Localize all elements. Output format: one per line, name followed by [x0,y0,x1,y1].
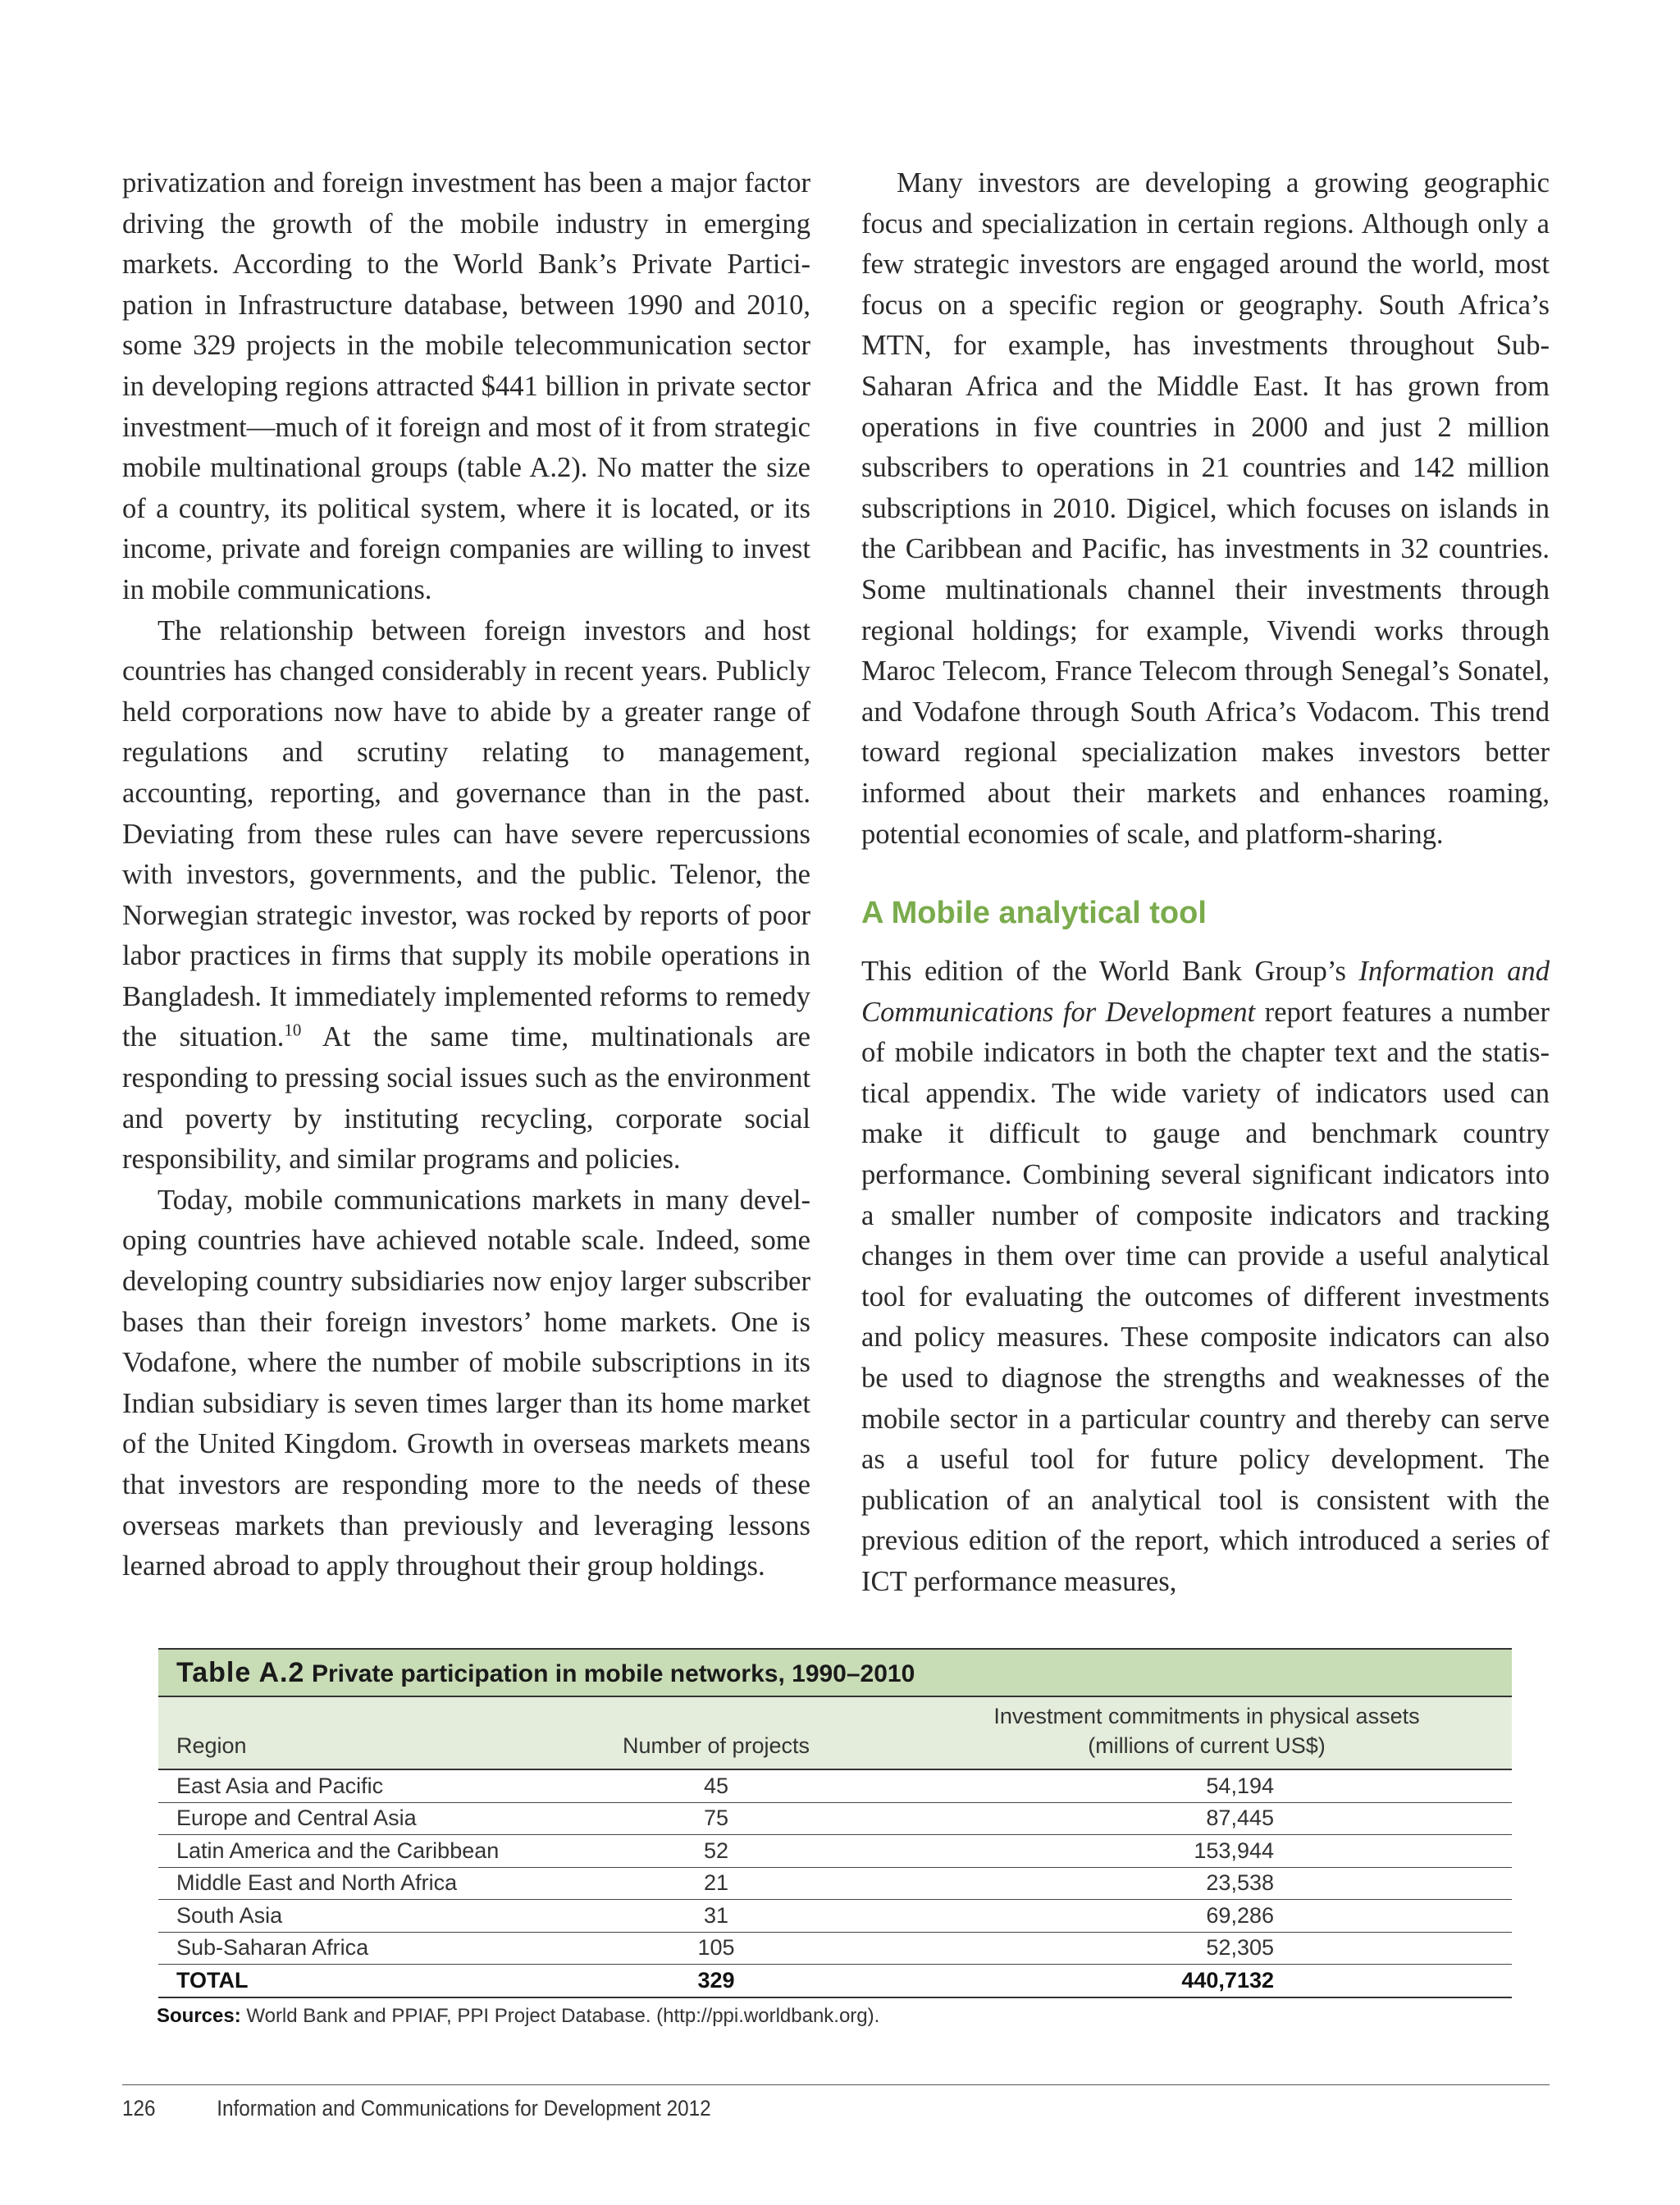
paragraph: Today, mobile communications markets in many developing countries have achieved notable scale. Indeed, some developing country subsidiaries now enjoy larger subscriber bases than their foreign investors’ home markets. One is Vodafone, where the number of mobile subscriptions in its Indian subsidiary is seven times larger than its home market of the United Kingdom. Growth in overseas markets means that investors are responding more to the needs of these overseas markets than previously and leveraging lessons learned abroad to apply throughout their group holdings. [122,1184,810,1582]
cell-investment: 87,445 [839,1802,1512,1835]
cell-projects: 52 [593,1835,839,1868]
section-heading: A Mobile analytical tool [861,896,1207,931]
source-text: World Bank and PPIAF, PPI Project Database. (http://ppi.worldbank.org). [240,2004,880,2027]
table-row [158,1867,1512,1900]
cell-projects: 21 [593,1867,839,1900]
paragraph-text: The relationship between foreign investors and host countries has changed considerably in recent years. Publicly held corporations now have to abide by a greater range of regulations and scrutiny relating to management, accounting, reporting, and governance than in the past. Deviating from these rules can have severe repercussions with investors, governments, and the public. Telenor, the Norwegian strategic investor, was rocked by reports of poor labor practices in firms that supply its mobile operations in Bangladesh. It immediately implemented reforms to remedy the situation. [122,614,810,1053]
report-title: Information and Communications for Development [861,956,1550,1028]
total-investment: 440,7132 [839,1965,1512,1997]
table-header [158,1697,1512,1770]
right-column [861,163,1550,1603]
table-row [158,1932,1512,1965]
table-total-row [158,1965,1512,1997]
cell-projects: 75 [593,1802,839,1835]
data-table [158,1648,1512,2028]
cell-investment: 153,944 [839,1835,1512,1868]
table-source [157,2005,1512,2028]
table-caption: Private participation in mobile networks, 1990–2010 [312,1660,915,1687]
table-label: Table A.2 [176,1657,305,1688]
paragraph [861,952,1550,1603]
table-title [158,1648,1512,1697]
header-investment-line1: Investment commitments in physical assets [993,1704,1420,1728]
cell-investment: 54,194 [839,1770,1512,1802]
cell-investment: 23,538 [839,1867,1512,1900]
paragraph [122,611,810,1180]
left-column [122,163,810,1587]
source-label: Sources: [157,2004,241,2027]
paragraph-text: This edition of the World Bank Group’s [861,956,1359,988]
footer-divider [122,2084,1550,2085]
header-projects: Number of projects [622,1733,810,1758]
header-investment-line2: (millions of current US$) [1088,1733,1326,1758]
cell-investment: 52,305 [839,1932,1512,1965]
cell-region: Europe and Central Asia [158,1802,593,1835]
cell-projects: 45 [593,1770,839,1802]
header-investment [920,1701,1494,1760]
paragraph-text: report features a number of mobile indicators in both the chapter text and the statistical appendix. The wide variety of indicators used can make it difficult to gauge and benchmark country performance. Combining several significant indicators into a smaller number of composite indicators and tracking changes in them over time can provide a useful analytical tool for evaluating the outcomes of different investments and policy measures. These composite indicators can also be used to diagnose the strengths and weaknesses of the mobile sector in a particular country and thereby can serve as a useful tool for future policy development. The publication of an analytical tool is consistent with the previous edition of the report, which introduced a series of ICT performance measures, [861,996,1550,1597]
publication-title: Information and Communications for Development 2012 [217,2096,711,2121]
table-row [158,1900,1512,1933]
cell-region: South Asia [158,1900,593,1933]
total-label: TOTAL [158,1965,593,1997]
table-row [158,1835,1512,1868]
paragraph: privatization and foreign investment has been a major factor driving the growth of the mobile industry in emerging markets. According to the World Bank’s Private Participation in Infrastructure database, between 1990 and 2010, some 329 projects in the mobile telecommunication sector in developing regions attracted $441 billion in private sector investment—much of it foreign and most of it from strategic mobile multinational groups (table A.2). No matter the size of a country, its political system, where it is located, or its income, private and foreign companies are willing to invest in mobile communications. [122,167,810,605]
page-footer [122,2096,711,2121]
header-region: Region [176,1733,247,1758]
paragraph: Many investors are developing a growing geographic focus and specialization in certain regions. Although only a few strategic investors are engaged around the world, most focus on a specific region or geography. South Africa’s MTN, for example, has investments throughout Sub-Saharan Africa and the Middle East. It has grown from operations in five countries in 2000 and just 2 million subscribers to operations in 21 countries and 142 million subscriptions in 2010. Digicel, which focuses on islands in the Caribbean and Pacific, has investments in 32 countries. Some multinationals channel their investments through regional holdings; for example, Vivendi works through Maroc Telecom, France Telecom through Senegal’s Sonatel, and Vodafone through South Africa’s Vodacom. This trend toward regional specialization makes investors better informed about their markets and enhances roaming, potential economies of scale, and platform-sharing. [861,167,1550,850]
table-row [158,1770,1512,1802]
table-body [158,1770,1512,1998]
total-projects: 329 [593,1965,839,1997]
table-row [158,1802,1512,1835]
cell-investment: 69,286 [839,1900,1512,1933]
page-number: 126 [122,2096,156,2121]
cell-region: East Asia and Pacific [158,1770,593,1802]
cell-region: Sub-Saharan Africa [158,1932,593,1965]
cell-region: Middle East and North Africa [158,1867,593,1900]
cell-projects: 31 [593,1900,839,1933]
cell-projects: 105 [593,1932,839,1965]
cell-region: Latin America and the Caribbean [158,1835,593,1868]
footnote-ref[interactable]: 10 [284,1020,302,1040]
paragraph-text: At the same time, multinationals are responding to pressing social issues such as the environment and poverty by instituting recycling, corporate social responsibility, and similar programs and policies. [122,1021,810,1176]
